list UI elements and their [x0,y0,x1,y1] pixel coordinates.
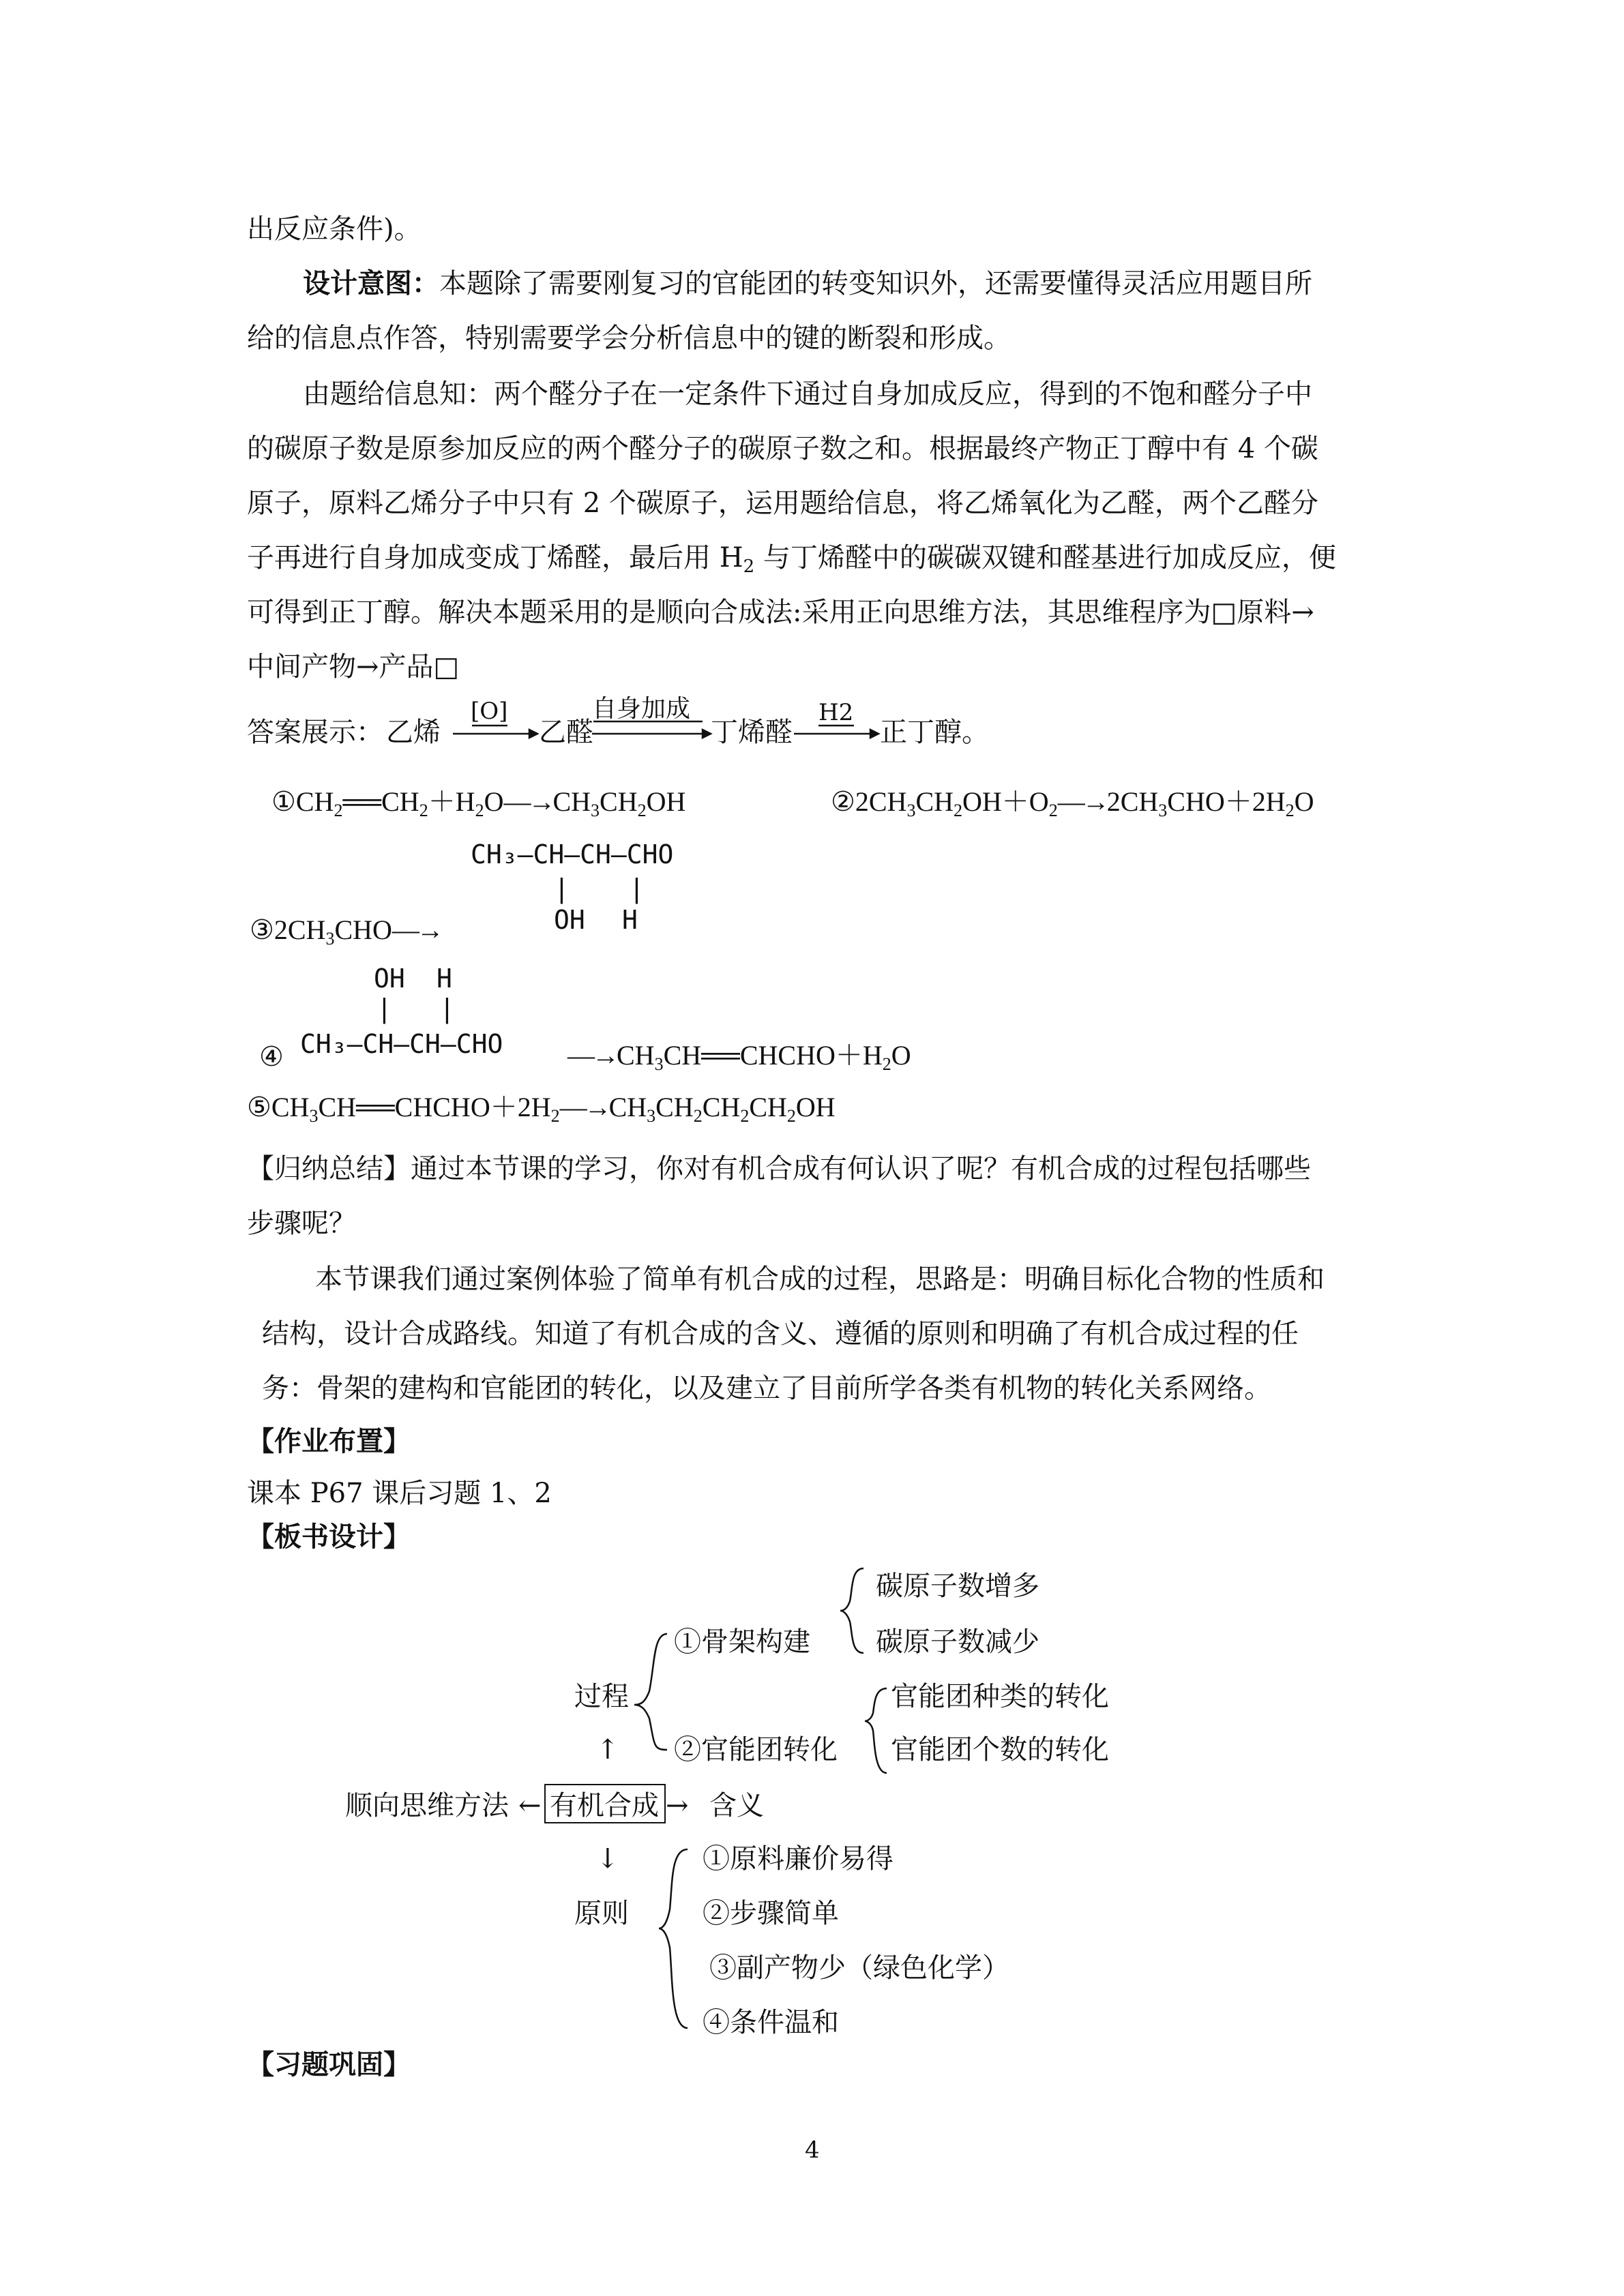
exercise-heading: 【习题巩固】 [247,2048,411,2081]
fg-brace [865,1688,887,1773]
answer-step: 正丁醇。 [880,717,989,748]
page-number: 4 [805,2136,820,2164]
summary-line: 务：骨架的建构和官能团的转化，以及建立了目前所学各类有机物的转化关系网络。 [262,1373,1271,1404]
struct-bond: | [554,874,570,904]
answer-arrowhead [529,730,537,738]
analysis-part: 子再进行自身加成变成丁烯醛，最后用 H [247,542,743,573]
answer-condition: H2 [818,699,854,726]
answer-arrowhead [870,730,879,738]
struct-h: H [622,905,638,935]
board-p4: ④条件温和 [703,2007,839,2038]
reaction-number: ⑤ [247,1092,271,1122]
board-process: 过程 [574,1681,629,1712]
skeleton-brace [840,1568,863,1653]
board-skeleton: ①骨架构建 [674,1626,810,1658]
design-text: 本题除了需要刚复习的官能团的转变知识外，还需要懂得灵活应用题目所 [439,268,1312,299]
analysis-line: 由题给信息知：两个醛分子在一定条件下通过自身加成反应，得到的不饱和醛分子中 [303,378,1312,410]
answer-step: 乙烯 [386,717,441,748]
reaction-1: $①CH_2══CH_2+H_2O—\to CH_3CH_2OH$ [271,786,686,820]
summary-line: 本节课我们通过案例体验了简单有机合成的过程，思路是：明确目标化合物的性质和 [315,1264,1325,1295]
reaction-number: ③ [250,914,274,945]
summary-label: 【归纳总结】 [247,1153,411,1184]
board-heading: 【板书设计】 [247,1521,411,1553]
board-fg-num: 官能团个数的转化 [891,1734,1109,1765]
reaction-4-structure: CH₃—CH—CH—CHO [300,1029,503,1059]
board-down-arrow: ↓ [596,1843,619,1875]
aldol-structure: CH₃—CH—CH—CHO [471,839,674,869]
struct-bond: | [629,874,645,904]
board-right-arrow: → [666,1790,689,1821]
answer-condition: [O] [471,698,508,725]
board-left-arrow: ← [518,1790,542,1821]
analysis-part: 与丁烯醛中的碳碳双键和醛基进行加成反应，便 [754,542,1336,573]
board-p3: ③副产物少（绿色化学） [709,1952,1009,1984]
design-label: 设计意图： [303,267,439,299]
analysis-line: 中间产物→产品□ [247,651,460,683]
board-c-decrease: 碳原子数减少 [876,1626,1039,1658]
struct-bond: | [377,994,392,1024]
reaction-number: ② [831,786,855,817]
reaction-2: $②2CH_3CH_2OH+O_2—\to 2CH_3CHO+2H_2O$ [831,786,1314,820]
reaction-3: $③2CH_3CHO—\to$ [250,914,441,949]
struct-h: H [437,964,452,994]
answer-label: 答案展示： [247,717,383,748]
subscript: 2 [743,556,755,577]
board-up-arrow: ↑ [596,1734,619,1765]
reaction-number: ① [271,786,296,817]
board-fg-kind: 官能团种类的转化 [891,1681,1109,1712]
reaction-4-product: $—\to CH_3CH══CHCHO+H_2O$ [567,1040,911,1074]
answer-step: 丁烯醛 [711,717,793,748]
principle-brace [659,1849,688,2028]
board-fg-trans: ②官能团转化 [674,1734,838,1765]
summary-text: 通过本节课的学习，你对有机合成有何认识了呢？有机合成的过程包括哪些 [411,1153,1311,1184]
process-brace [634,1634,667,1750]
analysis-line: 可得到正丁醇。解决本题采用的是顺向合成法:采用正向思维方法，其思维程序为□原料→ [247,597,1314,628]
answer-condition: 自身加成 [592,695,691,723]
analysis-line: 的碳原子数是原参加反应的两个醛分子的碳原子数之和。根据最终产物正丁醇中有 4 个碳 [247,433,1318,464]
board-principle: 原则 [574,1898,629,1929]
board-center: 有机合成 [550,1790,659,1821]
answer-step: 乙醛 [539,717,593,748]
homework-heading: 【作业布置】 [247,1425,411,1457]
homework-text: 课本 P67 课后习题 1、2 [247,1478,552,1509]
struct-bond: | [439,994,455,1024]
board-c-increase: 碳原子数增多 [876,1570,1039,1602]
text-line: 出反应条件)。 [247,213,422,245]
text-line: 给的信息点作答，特别需要学会分析信息中的键的断裂和形成。 [247,323,1011,354]
text-line: 步骤呢？ [247,1208,356,1239]
struct-oh: OH [554,905,585,935]
board-meaning: 含义 [709,1790,764,1821]
board-p1: ①原料廉价易得 [703,1843,894,1875]
board-p2: ②步骤简单 [703,1898,839,1929]
board-forward: 顺向思维方法 [345,1790,509,1821]
reaction-5: $⑤CH_3CH══CHCHO+2H_2—\to CH_3CH_2CH_2CH_2OH$ [247,1092,836,1126]
summary-line: 结构，设计合成路线。知道了有机合成的含义、遵循的原则和明确了有机合成过程的任 [262,1318,1299,1350]
answer-arrowhead [703,730,711,738]
analysis-line: 原子，原料乙烯分子中只有 2 个碳原子，运用题给信息，将乙烯氧化为乙醛，两个乙醛分 [247,488,1318,519]
struct-oh: OH [374,964,405,994]
reaction-number: ④ [259,1041,284,1073]
